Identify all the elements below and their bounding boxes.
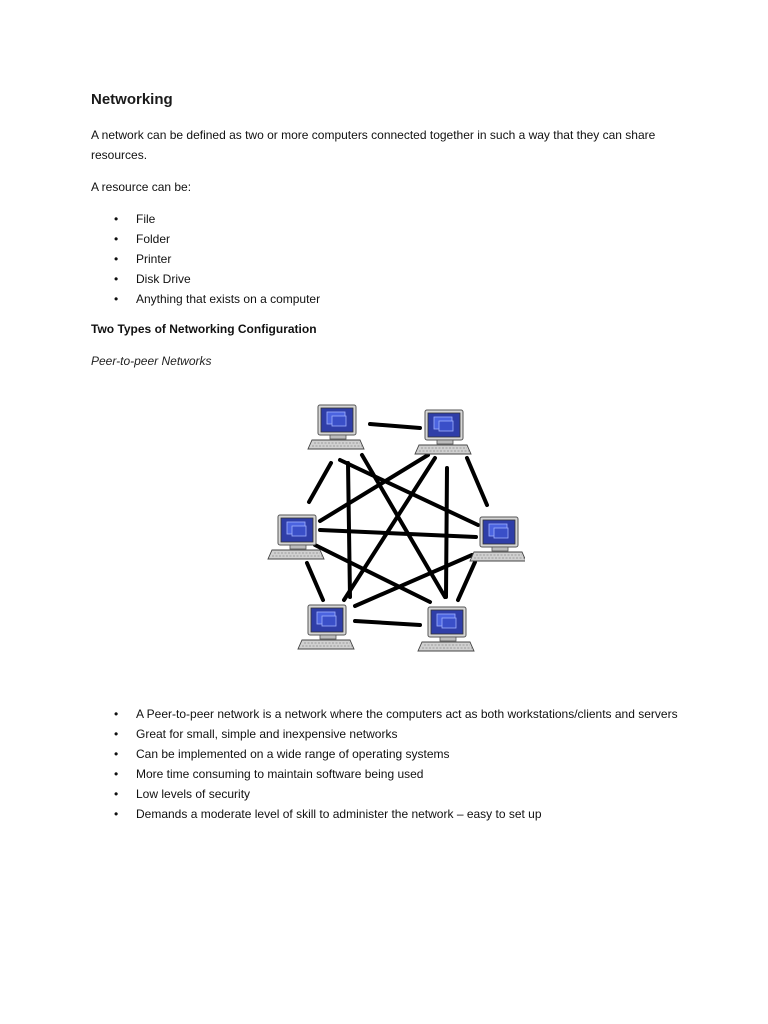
computer-icon [418, 607, 474, 651]
section-heading: Two Types of Networking Configuration [91, 322, 317, 336]
bullet-icon: • [114, 232, 119, 246]
subsection-heading: Peer-to-peer Networks [91, 354, 212, 368]
bullet-icon: • [114, 767, 119, 781]
list-item-text: Low levels of security [136, 787, 251, 801]
list-item [0, 209, 320, 229]
bullet-icon: • [114, 727, 119, 741]
resource-intro: A resource can be: [91, 180, 192, 194]
bullet-icon: • [114, 707, 119, 721]
list-item [0, 269, 320, 289]
list-item-text: A Peer-to-peer network is a network where the computers act as both workstations/clients and servers [136, 707, 678, 721]
resource-list [0, 209, 320, 309]
link-line [446, 468, 447, 597]
list-item-text: Printer [136, 252, 172, 266]
link-line [355, 621, 420, 625]
bullet-icon: • [114, 292, 119, 306]
intro-paragraph: A network can be defined as two or more computers connected together in such a way that they can share resources. [91, 128, 656, 162]
list-item [0, 744, 690, 764]
list-item [0, 804, 690, 824]
link-line [370, 424, 420, 428]
list-item-text: More time consuming to maintain software being used [136, 767, 424, 781]
computer-icon [415, 410, 471, 454]
list-item [0, 764, 690, 784]
bullet-icon: • [114, 747, 119, 761]
link-line [355, 555, 472, 606]
list-item [0, 724, 690, 744]
bullet-icon: • [114, 272, 119, 286]
link-line [307, 563, 323, 600]
bullet-icon: • [114, 212, 119, 226]
bullet-icon: • [114, 787, 119, 801]
list-item-text: Can be implemented on a wide range of operating systems [136, 747, 450, 761]
list-item [0, 704, 690, 724]
page-title: Networking [91, 91, 173, 108]
p2p-points-list [0, 704, 690, 824]
link-line [309, 463, 331, 502]
list-item-text: Demands a moderate level of skill to administer the network – easy to set up [136, 807, 542, 821]
computer-icon [298, 605, 354, 649]
list-item [0, 289, 320, 309]
list-item-text: Anything that exists on a computer [136, 292, 321, 306]
link-line [340, 460, 478, 525]
list-item [0, 229, 320, 249]
computer-icon [268, 515, 324, 559]
list-item-text: Great for small, simple and inexpensive networks [136, 727, 398, 741]
list-item-text: File [136, 212, 156, 226]
link-line [320, 530, 476, 537]
bullet-icon: • [114, 252, 119, 266]
computer-icon [308, 405, 364, 449]
list-item [0, 249, 320, 269]
peer-to-peer-diagram [265, 397, 525, 659]
list-item [0, 784, 690, 804]
list-item-text: Disk Drive [136, 272, 191, 286]
link-line [467, 458, 487, 505]
list-item-text: Folder [136, 232, 171, 246]
link-line [458, 562, 475, 600]
link-line [320, 455, 428, 521]
bullet-icon: • [114, 807, 119, 821]
link-line [348, 463, 350, 597]
